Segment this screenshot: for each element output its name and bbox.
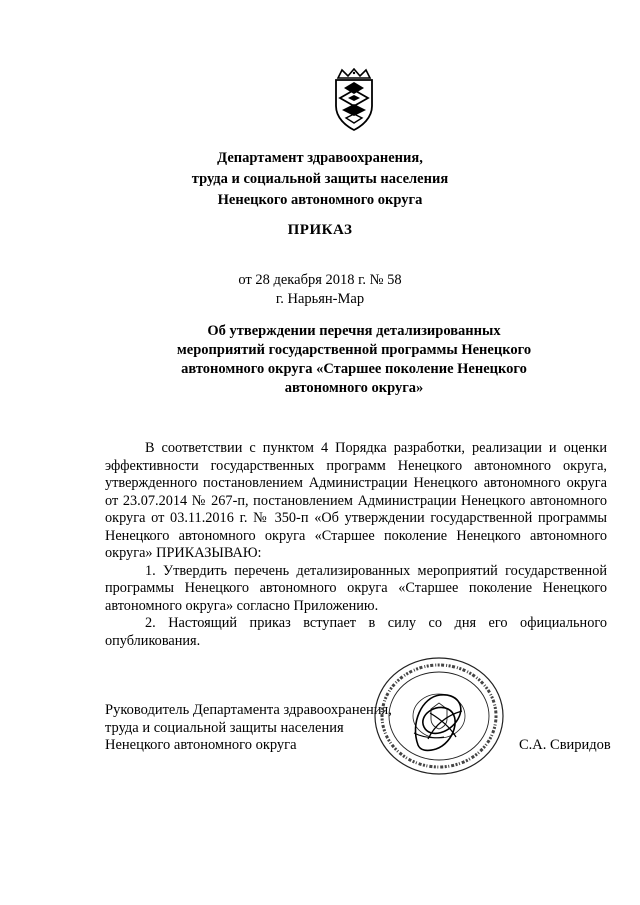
subject-line-1: Об утверждении перечня детализированных [207, 323, 501, 339]
coat-of-arms-emblem [330, 68, 378, 132]
official-stamp-with-signature [370, 653, 508, 779]
signatory-position-line-1: Руководитель Департамента здравоохранения, [105, 702, 392, 718]
order-subject [150, 322, 558, 398]
subject-line-2: мероприятий государственной программы Ненецкого [176, 342, 532, 358]
subject-line-3: автономного округа «Старшее поколение Ненецкого [181, 361, 527, 377]
preamble-paragraph: В соответствии с пунктом 4 Порядка разработки, реализации и оценки эффективности государственных программ Ненецкого автономного округа, утвержденного постановлением Администрации Ненецкого автономного округа от 23.07.2014 № 267-п, постановлением Администрации Ненецкого автономного округа от 03.11.2016 г. № 350-п «Об утверждении государственной программы Ненецкого автономного округа «Старшее поколение Ненецкого автономного округа» ПРИКАЗЫВАЮ: [105, 440, 607, 561]
signatory-name: С.А. Свиридов [519, 737, 611, 753]
order-city: г. Нарьян-Мар [275, 291, 365, 307]
subject-line-4: автономного округа» [284, 380, 424, 396]
order-date-number: от 28 декабря 2018 г. № 58 [238, 272, 402, 288]
signatory-position-line-2: труда и социальной защиты населения [105, 719, 344, 736]
department-name-line-2: труда и социальной защиты населения [191, 171, 449, 187]
order-item-1: 1. Утвердить перечень детализированных мероприятий государственной программы Ненецкого автономного округа «Старшее поколение Ненецкого автономного округа» согласно Приложению. [105, 562, 607, 614]
order-body [105, 440, 607, 650]
signatory-position [105, 702, 392, 755]
department-name-line-3: Ненецкого автономного округа [217, 192, 423, 208]
order-title: ПРИКАЗ [287, 222, 353, 238]
signatory-position-line-3: Ненецкого автономного округа [105, 737, 297, 753]
order-date-block [0, 271, 640, 309]
department-header [0, 148, 640, 211]
order-item-2: 2. Настоящий приказ вступает в силу со дня его официального опубликования. [105, 615, 607, 649]
department-name-line-1: Департамент здравоохранения, [217, 150, 423, 166]
